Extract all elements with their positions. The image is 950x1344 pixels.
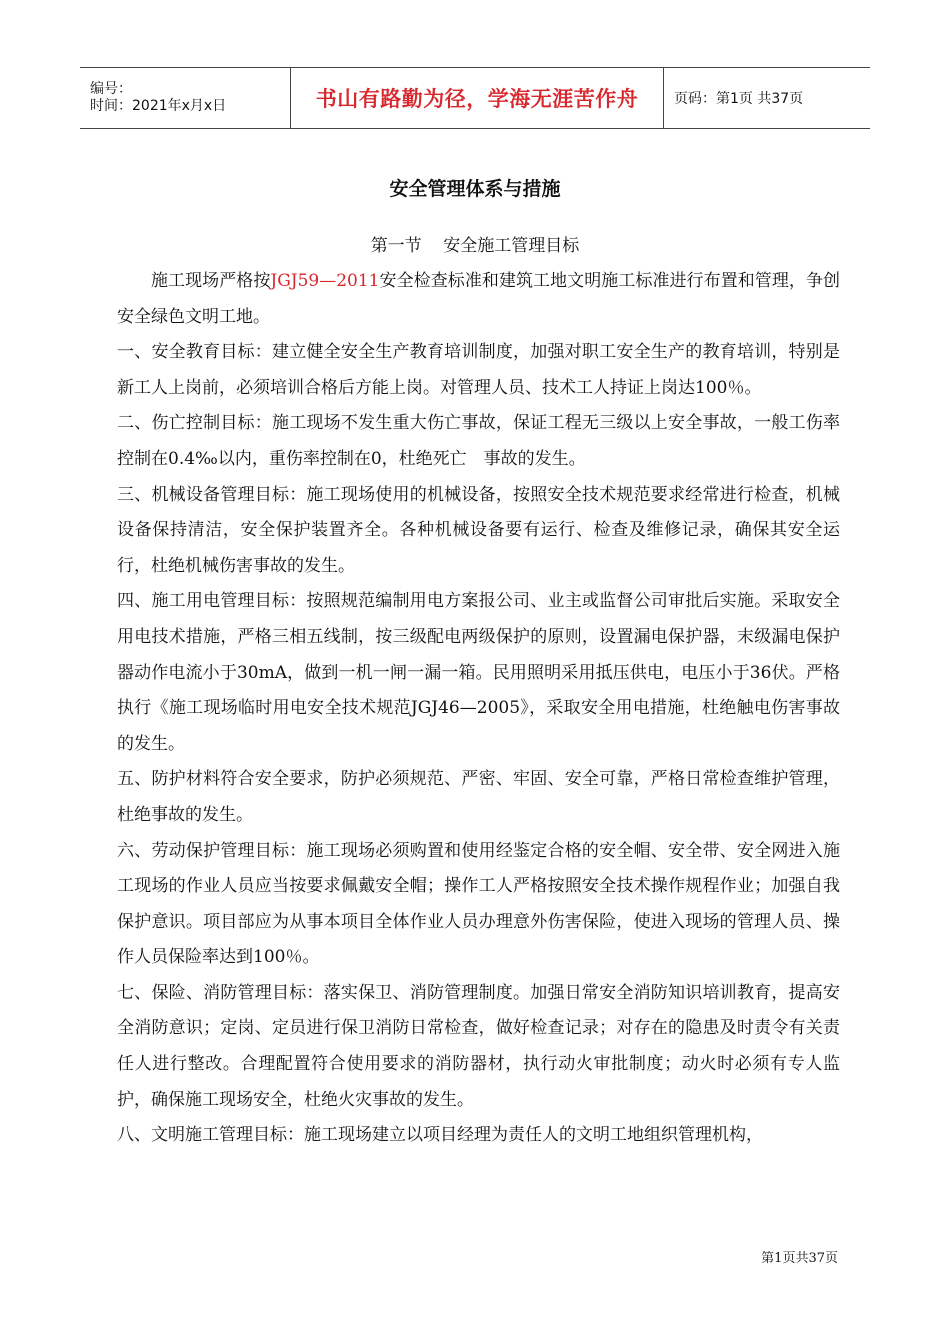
- standard-code: JGJ59—2011: [270, 271, 380, 291]
- intro-before: 施工现场严格按: [151, 271, 271, 291]
- header-page: [664, 68, 803, 128]
- paragraph-electricity: 四、施工用电管理目标：按照规范编制用电方案报公司、业主或监督公司审批后实施。采取安全用电技术措施，严格三相五线制，按三级配电两级保护的原则，设置漏电保护器，末级漏电保护器动作电流小于30mA，做到一机一闸一漏一箱。民用照明采用抵压供电，电压小于36伏。严格执行《施工现场临时用电安全技术规范JGJ46—2005》，采取安全用电措施，杜绝触电伤害事故的发生。: [117, 591, 840, 754]
- page-label: 页码：第1页 共37页: [674, 91, 804, 107]
- section-title: 第一节 安全施工管理目标: [370, 236, 580, 256]
- paragraph-protection-materials: 五、防护材料符合安全要求，防护必须规范、严密、牢固、安全可靠，严格日常检查维护管理，杜绝事故的发生。: [117, 769, 840, 825]
- page-footer: 第1页共37页: [761, 1251, 838, 1266]
- time-label: 时间：2021年x月x日: [90, 98, 227, 114]
- paragraph-civilized-construction: 八、文明施工管理目标：施工现场建立以项目经理为责任人的文明工地组织管理机构，: [117, 1125, 763, 1146]
- header-motto: [291, 68, 664, 128]
- paragraph-labor-protection: 六、劳动保护管理目标：施工现场必须购置和使用经鉴定合格的安全帽、安全带、安全网进入施工现场的作业人员应当按要求佩戴安全帽；操作工人严格按照安全技术操作规程作业；加强自我保护意识。项目部应为从事本项目全体作业人员办理意外伤害保险，使进入现场的管理人员、操作人员保险率达到100％。: [117, 840, 840, 968]
- motto-text: 书山有路勤为径，学海无涯苦作舟: [315, 87, 639, 111]
- paragraph-casualty: 二、伤亡控制目标：施工现场不发生重大伤亡事故，保证工程无三级以上安全事故，一般工伤率控制在0.4‰以内，重伤率控制在0，杜绝死亡 事故的发生。: [117, 413, 840, 469]
- intro-after: 安全检查标准和建筑工地文明施工标准进行布置和管理，争创安全绿色文明工地。: [117, 271, 841, 327]
- header-meta: [80, 68, 291, 128]
- page-header: [80, 67, 870, 129]
- document-title: 安全管理体系与措施: [389, 178, 561, 200]
- paragraph-fire-safety: 七、保险、消防管理目标：落实保卫、消防管理制度。加强日常安全消防知识培训教育，提高安全消防意识；定岗、定员进行保卫消防日常检查，做好检查记录；对存在的隐患及时责令有关责任人进行整改。合理配置符合使用要求的消防器材，执行动火审批制度；动火时必须有专人监护，确保施工现场安全，杜绝火灾事故的发生。: [117, 982, 840, 1110]
- paragraph-education: 一、安全教育目标：建立健全安全生产教育培训制度，加强对职工安全生产的教育培训，特别是新工人上岗前，必须培训合格后方能上岗。对管理人员、技术工人持证上岗达100％。: [117, 342, 840, 398]
- paragraph-machinery: 三、机械设备管理目标：施工现场使用的机械设备，按照安全技术规范要求经常进行检查，机械设备保持清洁，安全保护装置齐全。各种机械设备要有运行、检查及维修记录，确保其安全运行，杜绝机械伤害事故的发生。: [117, 484, 840, 576]
- serial-label: 编号：: [90, 81, 132, 97]
- document-body: [117, 264, 840, 1154]
- intro-paragraph: [117, 264, 840, 335]
